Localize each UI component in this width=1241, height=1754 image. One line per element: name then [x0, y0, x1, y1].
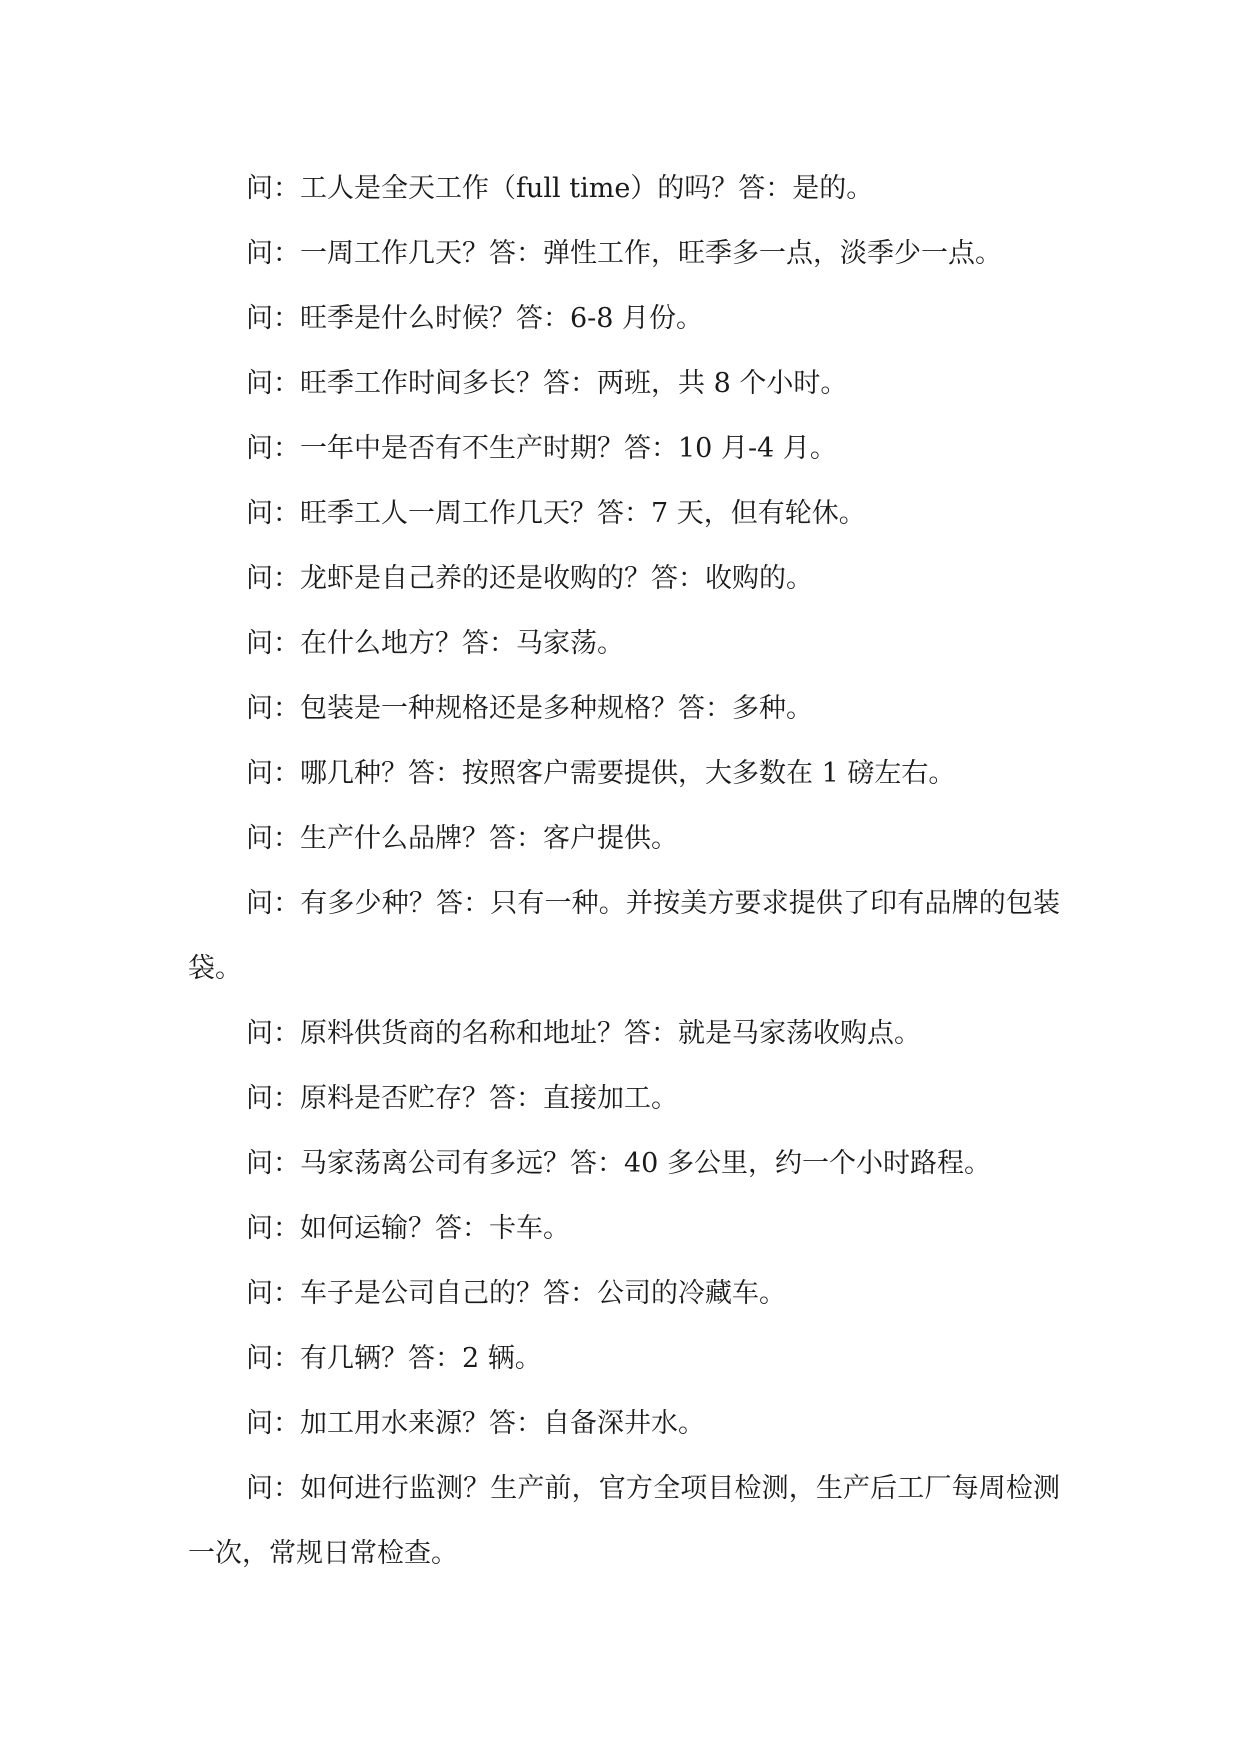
- qa-paragraph: 问：旺季工人一周工作几天？答：7 天，但有轮休。: [246, 498, 866, 529]
- qa-paragraph: 问：如何运输？答：卡车。: [246, 1213, 570, 1244]
- qa-paragraph: 问：有几辆？答：2 辆。: [246, 1343, 542, 1374]
- qa-paragraph: 问：原料供货商的名称和地址？答：就是马家荡收购点。: [246, 1018, 921, 1049]
- qa-paragraph: 问：马家荡离公司有多远？答：40 多公里，约一个小时路程。: [246, 1148, 991, 1179]
- qa-paragraph: 问：有多少种？答：只有一种。并按美方要求提供了印有品牌的包装袋。: [188, 888, 1060, 984]
- document-body: [188, 156, 1060, 1586]
- qa-paragraph: 问：如何进行监测？生产前，官方全项目检测，生产后工厂每周检测一次，常规日常检查。: [188, 1473, 1060, 1569]
- qa-paragraph: 问：旺季工作时间多长？答：两班，共 8 个小时。: [246, 368, 848, 399]
- qa-paragraph: 问：在什么地方？答：马家荡。: [246, 628, 624, 659]
- qa-paragraph: 问：一周工作几天？答：弹性工作，旺季多一点，淡季少一点。: [246, 238, 1002, 269]
- qa-paragraph: 问：加工用水来源？答：自备深井水。: [246, 1408, 705, 1439]
- qa-paragraph: 问：包装是一种规格还是多种规格？答：多种。: [246, 693, 813, 724]
- qa-paragraph: 问：工人是全天工作（full time）的吗？答：是的。: [246, 173, 874, 204]
- qa-paragraph: 问：车子是公司自己的？答：公司的冷藏车。: [246, 1278, 786, 1309]
- qa-paragraph: 问：龙虾是自己养的还是收购的？答：收购的。: [246, 563, 813, 594]
- qa-paragraph: 问：一年中是否有不生产时期？答：10 月-4 月。: [246, 433, 837, 464]
- qa-paragraph: 问：原料是否贮存？答：直接加工。: [246, 1083, 678, 1114]
- qa-paragraph: 问：哪几种？答：按照客户需要提供，大多数在 1 磅左右。: [246, 758, 956, 789]
- qa-paragraph: 问：旺季是什么时候？答：6-8 月份。: [246, 303, 704, 334]
- qa-paragraph: 问：生产什么品牌？答：客户提供。: [246, 823, 678, 854]
